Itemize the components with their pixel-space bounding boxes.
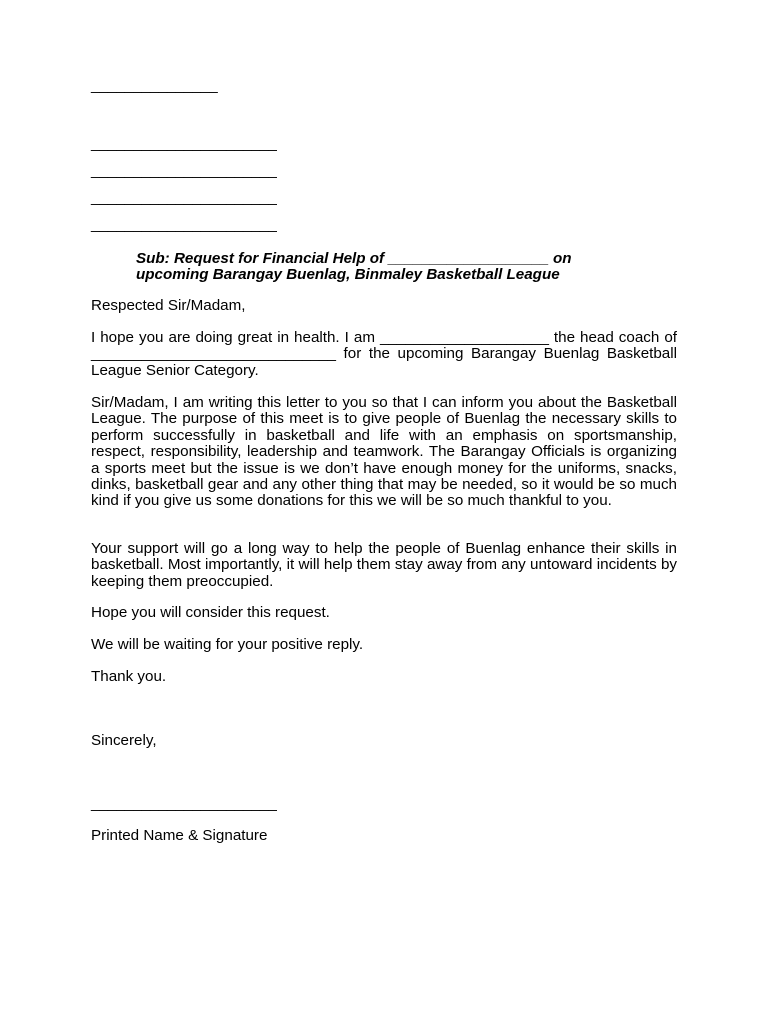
address-line-3: ______________________ xyxy=(91,189,277,206)
body-paragraph-2: Sir/Madam, I am writing this letter to you so that I can inform you about the Basketball League. The purpose of this meet is to give people of Buenlag the necessary skills to perform successfully in basketball and life with an emphasis on sportsmanship, respect, responsibility, leadership and teamwork. The Barangay Officials is organizing a sports meet but the issue is we don’t have enough money for the uniforms, snacks, dinks, basketball gear and any other thing that may be needed, so it would be so much kind if you give us some donations for this we will be so much thankful to you. xyxy=(91,394,677,510)
body-paragraph-1: I hope you are doing great in health. I am ____________________ the head coach of _____________________________ for the upcoming Barangay Buenlag Basketball League Senior Category. xyxy=(91,329,677,379)
body-paragraph-3: Your support will go a long way to help the people of Buenlag enhance their skills in basketball. Most importantly, it will help them stay away from any untoward incidents by keeping them preoccupied. xyxy=(91,540,677,590)
address-line-2: ______________________ xyxy=(91,162,277,179)
signature-blank: ______________________ xyxy=(91,795,277,812)
salutation: Respected Sir/Madam, xyxy=(91,297,246,314)
closing: Sincerely, xyxy=(91,732,157,749)
signature-label: Printed Name & Signature xyxy=(91,827,268,844)
consider-line: Hope you will consider this request. xyxy=(91,604,330,621)
address-line-1: ______________________ xyxy=(91,135,277,152)
subject-line-2: upcoming Barangay Buenlag, Binmaley Basketball League xyxy=(136,266,560,283)
address-line-4: ______________________ xyxy=(91,216,277,233)
subject-heading xyxy=(136,251,677,283)
date-blank: _______________ xyxy=(91,77,218,94)
waiting-line: We will be waiting for your positive reply. xyxy=(91,636,364,653)
subject-line-1: Sub: Request for Financial Help of ___________________ on xyxy=(136,250,572,267)
thanks-line: Thank you. xyxy=(91,668,167,685)
